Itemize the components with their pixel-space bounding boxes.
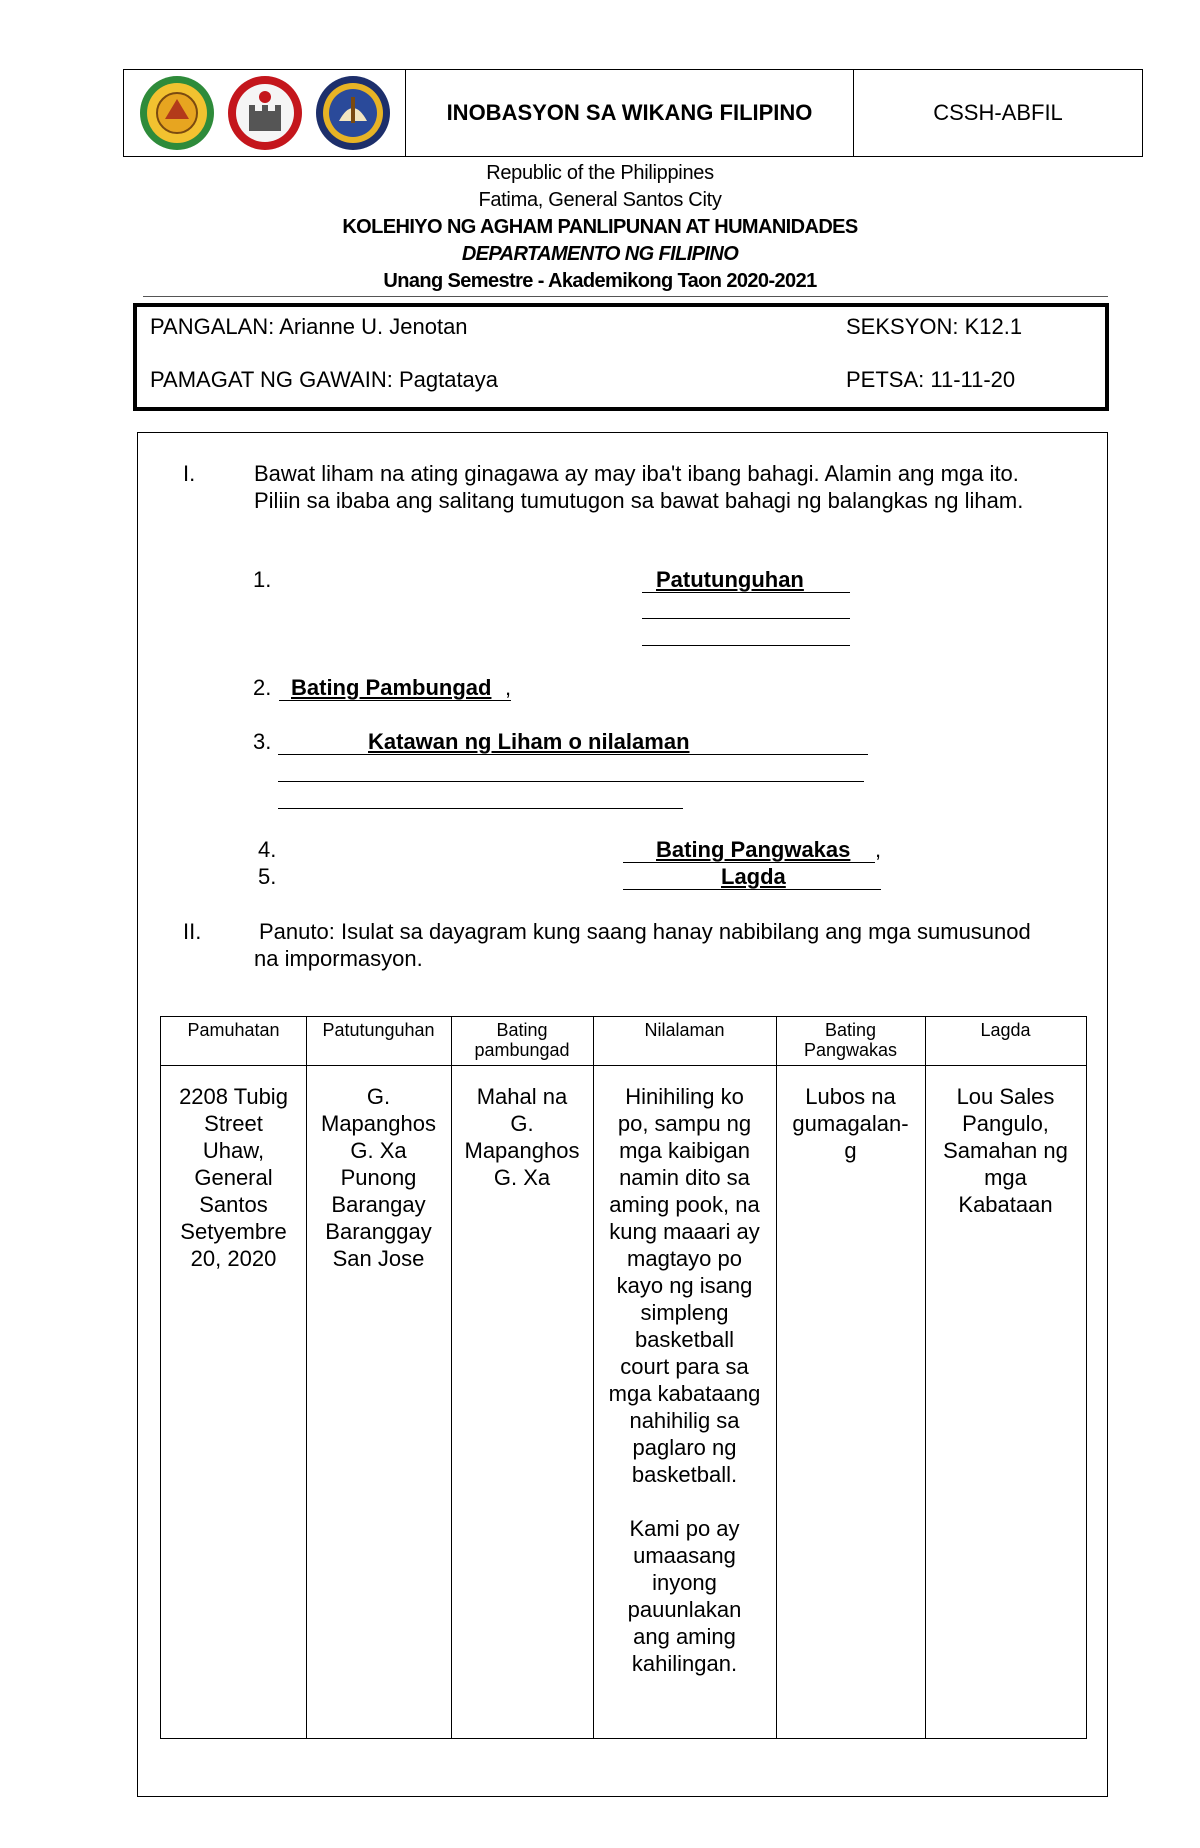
- header-pamuhatan: Pamuhatan: [187, 1020, 280, 1040]
- header-lagda: Lagda: [980, 1020, 1031, 1040]
- item5-answer-line: [623, 863, 881, 890]
- item4-answer: Bating Pangwakas: [656, 837, 851, 862]
- semester-line: Unang Semestre - Akademikong Taon 2020-2021: [383, 270, 817, 292]
- item3-number: 3.: [253, 729, 272, 754]
- header-title: INOBASYON SA WIKANG FILIPINO: [406, 70, 854, 156]
- part1-instruction-line2: Piliin sa ibaba ang salitang tumutugon sa bawat bahagi ng balangkas ng liham.: [254, 488, 1024, 513]
- department-name: DEPARTAMENTO NG FILIPINO: [461, 243, 739, 265]
- logo-cell: [124, 70, 406, 156]
- college-seal-icon: [227, 75, 303, 151]
- college-name: KOLEHIYO NG AGHAM PANLIPUNAN AT HUMANIDADES: [342, 216, 858, 238]
- republic-line: Republic of the Philippines: [486, 162, 714, 184]
- item2-answer: Bating Pambungad: [291, 675, 492, 700]
- item4-comma: ,: [875, 837, 882, 862]
- activity-title: PAMAGAT NG GAWAIN: Pagtataya: [150, 367, 499, 392]
- item1-blank-line-3: [642, 645, 850, 646]
- item5-answer: Lagda: [721, 864, 786, 889]
- university-seal-icon: [139, 75, 215, 151]
- department-seal-icon: [315, 75, 391, 151]
- header-code: CSSH-ABFIL: [933, 100, 1063, 125]
- part1-numeral: I.: [183, 461, 196, 486]
- item2-number: 2.: [253, 675, 272, 700]
- item1-answer-line: [642, 566, 850, 593]
- part2-instruction-line2: na impormasyon.: [254, 946, 423, 971]
- cell-bating-pambungad: Mahal na G. Mapanghos G. Xa: [464, 1084, 580, 1190]
- city-line: Fatima, General Santos City: [478, 189, 722, 211]
- item1-number: 1.: [253, 567, 272, 592]
- part2-numeral: II.: [183, 919, 202, 944]
- item1-blank-line-2: [642, 618, 850, 619]
- activity-date: PETSA: 11-11-20: [846, 367, 1016, 392]
- item3-blank-line-3: [278, 808, 683, 809]
- student-name: PANGALAN: Arianne U. Jenotan: [150, 314, 468, 339]
- letter-parts-table: [160, 1016, 1087, 1739]
- cell-lagda: Lou Sales Pangulo, Samahan ng mga Kabataan: [943, 1084, 1068, 1217]
- item2-answer-line: [279, 674, 511, 701]
- header-nilalaman: Nilalaman: [644, 1020, 725, 1040]
- header-patutunguhan: Patutunguhan: [322, 1020, 435, 1040]
- header-table: [123, 69, 1143, 157]
- header-bating-pangwakas: Bating Pangwakas: [803, 1020, 898, 1060]
- item3-blank-line-2: [278, 781, 864, 782]
- student-section: SEKSYON: K12.1: [846, 314, 1023, 339]
- cell-pamuhatan: 2208 Tubig Street Uhaw, General Santos Setyembre 20, 2020: [179, 1084, 288, 1271]
- item3-answer: Katawan ng Liham o nilalaman: [368, 729, 690, 754]
- part2-instruction-line1: Panuto: Isulat sa dayagram kung saang hanay nabibilang ang mga sumusunod: [259, 919, 1031, 944]
- item2-comma: ,: [505, 675, 512, 700]
- item3-answer-line: [278, 728, 868, 755]
- cell-bating-pangwakas: Lubos na gumagalan- g: [792, 1084, 909, 1163]
- cell-nilalaman: Hinihiling ko po, sampu ng mga kaibigan namin dito sa aming pook, na kung maaari ay magtayo po kayo ng isang simpleng basketball court para sa mga kabataang nahihilig sa paglaro ng basketball. Kami po ay umaasang inyong pauunlakan ang aming kahilingan.: [608, 1084, 761, 1676]
- cell-patutunguhan: G. Mapanghos G. Xa Punong Barangay Baranggay San Jose: [321, 1084, 436, 1271]
- item4-answer-line: [623, 836, 875, 863]
- header-bating-pambungad: Bating pambungad: [474, 1020, 570, 1060]
- header-divider: [143, 296, 1108, 297]
- part1-instruction-line1: Bawat liham na ating ginagawa ay may iba't ibang bahagi. Alamin ang mga ito.: [254, 461, 1019, 486]
- table-header-rule: [161, 1065, 1086, 1066]
- item5-number: 5.: [258, 864, 277, 889]
- item4-number: 4.: [258, 837, 277, 862]
- item1-answer: Patutunguhan: [656, 567, 804, 592]
